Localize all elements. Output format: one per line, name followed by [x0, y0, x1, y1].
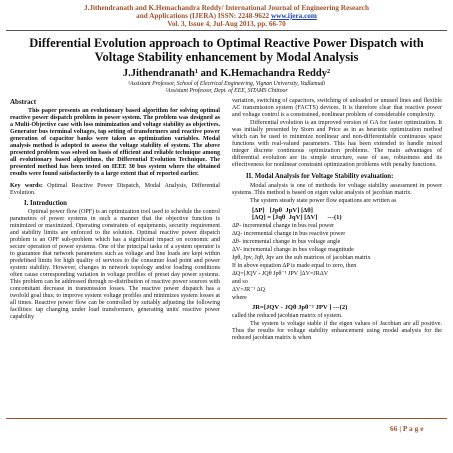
journal-header-line1: J.Jithendranath and K.Hemachandra Reddy/ International Journal of Engineering Research: [84, 4, 369, 12]
definition-delta-theta: Δθ- incremental change in bus voltage angle: [232, 238, 341, 245]
inverse-equation: ΔV=JR⁻¹ ΔQ: [232, 287, 266, 294]
differential-evolution-paragraph: Differential evolution is an improved version of GA for faster optimization. It was initially presented by Storn and Price as in as heuristic optimization method which can be used to minimize nonlinear and non-differentiable continuous space functions with real-valued parameters. This has been extended to handle mixed integer discrete continuous optimization problems. The main advantages of differential evolution are its simple structure, ease of use, robustness and its effectiveness for nonlinear constraint optimization problems with penalty functions.: [232, 120, 442, 169]
reduced-jacobian-note: called the reduced jacobian matrix of system.: [232, 313, 343, 320]
equation-2: JR=[JQV - JQθ Jpθ⁻¹ JPV ] ---(2): [252, 304, 348, 312]
definition-condition: If in above equation ΔP is made equal to zero, then: [232, 262, 357, 269]
author-affiliation-2: ²Assistant Professor, Dept. of EEE, SITAMS Chittoor: [165, 88, 288, 94]
definition-delta-q: ΔQ- incremental change in bus reactive power: [232, 230, 346, 237]
section-1-heading: I. Introduction: [24, 199, 67, 207]
reduced-equation: ΔQ=[JQV - JQθ Jpθ⁻¹ JPV ]ΔV=JRΔV: [232, 271, 329, 278]
definition-delta-p: ΔP- incremental change in bus real power: [232, 222, 335, 229]
footer-divider: [6, 418, 447, 419]
paper-title: Differential Evolution approach to Optimal Reactive Power Dispatch with Voltage Stability enhancement by Modal Analysis: [29, 36, 424, 64]
header-divider: [6, 30, 447, 31]
keywords-text: Optimal Reactive Power Dispatch, Modal Analysis, Differential Evolution.: [10, 182, 220, 196]
definition-sub-matrices: Jpθ, Jpv, Jqθ, Jqv are the sub matrices of jacobian matrix: [232, 254, 371, 261]
page-number: 66 | P a g e: [390, 424, 424, 433]
left-column: [10, 98, 220, 322]
journal-volume-info: Vol. 3, Issue 4, Jul-Aug 2013, pp. 66-70: [167, 20, 286, 28]
abstract-text: This paper presents an evolutionary based algorithm for solving optimal reactive power dispatch problem in power system. The problem was designed as a Multi-Objective case with loss minimization and voltage stability as objectives. Generator bus terminal voltages, tap setting of transformers and reactive power generation of capacitor banks were taken as optimization variables. Modal analysis method is adopted to assess the voltage stability of system. The above presented problem was solved on basis of efficient and reliable technique among all evolutionary based algorithms, the Differential Evolution Technique. The presented method has been tested on IEEE 30 bus system where the obtained results were found satisfactorily to a large extent that of reported earlier.: [10, 108, 220, 178]
author-affiliation-1: ¹Assistant Professor, School of Electrical Engineering, Vignan University, Vadlamudi: [127, 81, 326, 87]
stability-condition-paragraph: The system is voltage stable if the eigen values of Jacobian are all positive. Thus the results for voltage stability enhancement using modal analysis for the reduced jacobian matrix is when: [232, 321, 442, 342]
definition-and-so: and so: [232, 279, 248, 286]
journal-header-line2: [8, 12, 445, 20]
introduction-paragraph: Optimal power flow (OPF) is an optimization tool used to schedule the control parameters of power systems in such a manner that the objective function is minimized or maximized. Operating constraints of equipments, security requirement and stability limits are enforced to the solution. Optimal reactive power dispatch problem is an OPF sub-problem which has a significant impact on economic and secure operation of power systems. One of the principal tasks of a system operator is to guarantee that network parameters such as voltage and line loads are kept within predefined limits for high quality of services to the consumer load point and power system stability. However, changes in network topology and/or loading conditions often cause corresponding variation in voltage profiles of preset day power systems. This problem can be addressed through re-distribution of reactive power sources with concomitant decrease in transmission losses. The reactive power dispatch has a twofold goal thus; to improve system voltage profiles and minimizes system losses at all times. Reactive power flow can be controlled by suitably adjusting the following facilities: tap changing under load transformers, generating units' reactive power capability: [10, 208, 220, 321]
section-2-heading: II. Modal Analysis for Voltage Stability evaluation:: [246, 173, 394, 181]
right-column: [232, 98, 442, 343]
paper-authors: J.Jithendranath¹ and K.Hemachandra Reddy²: [122, 68, 331, 79]
keywords-label: Key words:: [10, 182, 43, 189]
definition-delta-v: ΔV- incremental change in bus voltage magnitude: [232, 246, 354, 253]
modal-analysis-paragraph: Modal analysis is one of methods for voltage stability assessment in power systems. This method is based on eigen value analysis of jacobian matrix.: [232, 182, 442, 196]
equation-1: [ΔP] [Jpθ JpV] [Δθ] [ΔQ] = [Jqθ JqV] [ΔV] ---(1): [252, 206, 342, 221]
journal-url-link[interactable]: www.ijera.com: [270, 12, 317, 20]
keywords: [10, 183, 220, 197]
journal-issn: and Applications (IJERA) ISSN: 2248-9622: [136, 12, 270, 20]
power-flow-intro: The system steady state power flow equations are written as: [250, 197, 397, 204]
intro-paragraph-continued: variation, switching of capacitors, switching of unloaded or unused lines and flexible AC transmission system (FACTS) devices. It is therefore clear that reactive power and voltage control is a constrained, nonlinear problem of considerable complexity.: [232, 98, 442, 119]
definition-where: where: [232, 295, 247, 302]
abstract-heading: Abstract: [10, 98, 37, 106]
